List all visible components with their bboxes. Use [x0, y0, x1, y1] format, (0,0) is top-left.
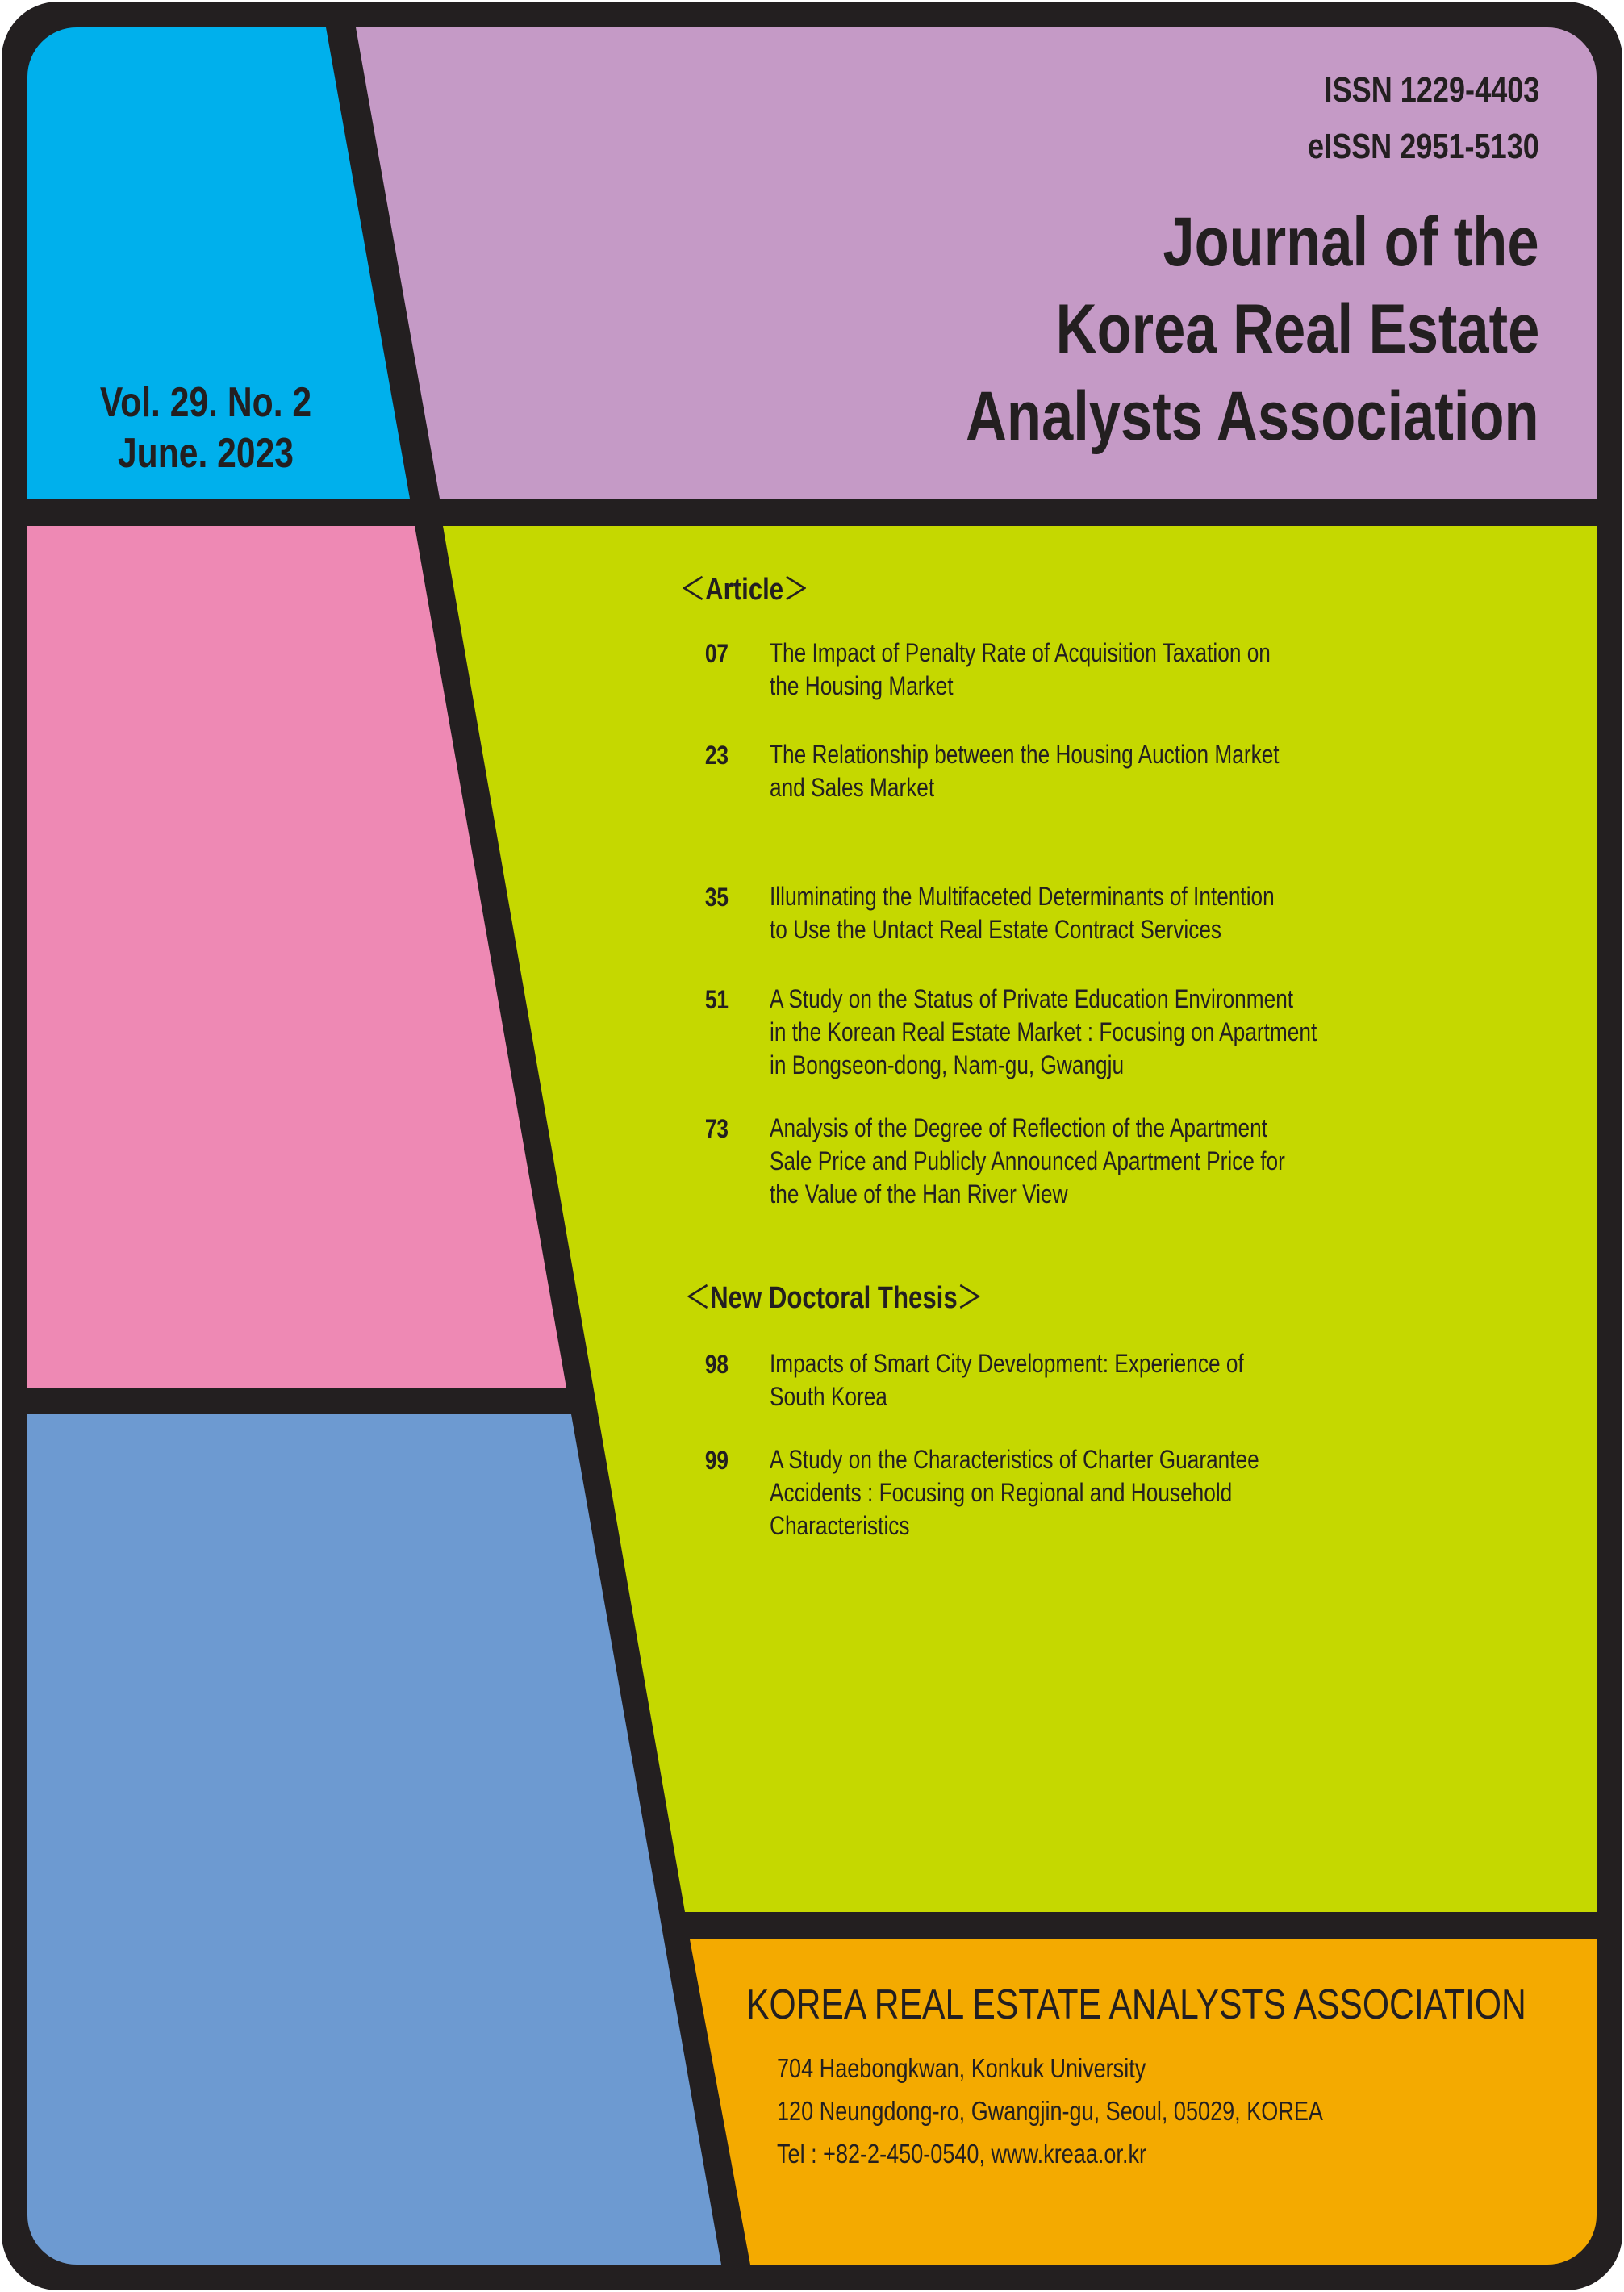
issue-date: June. 2023: [117, 430, 294, 477]
publisher-name: KOREA REAL ESTATE ANALYSTS ASSOCIATION: [746, 1981, 1526, 2028]
entry-title-line: A Study on the Characteristics of Charter Guarantee: [770, 1445, 1259, 1474]
entry-page-number: 23: [704, 741, 729, 770]
publisher-contact-line: Tel : +82-2-450-0540, www.kreaa.or.kr: [777, 2139, 1147, 2169]
journal-title-line-1: Journal of the: [1163, 203, 1539, 281]
journal-title-line-3: Analysts Association: [966, 378, 1539, 455]
entry-page-number: 07: [704, 639, 729, 668]
journal-title-line-2: Korea Real Estate: [1055, 290, 1539, 368]
entry-title-line: Analysis of the Degree of Reflection of the Apartment: [770, 1113, 1267, 1142]
thesis-section-heading: ＜New Doctoral Thesis＞: [685, 1281, 983, 1315]
entry-title-line: the Value of the Han River View: [770, 1179, 1068, 1209]
entry-title-line: and Sales Market: [770, 773, 935, 802]
entry-page-number: 98: [704, 1350, 729, 1379]
entry-title-line: A Study on the Status of Private Education Environment: [770, 984, 1294, 1013]
volume-number: Vol. 29. No. 2: [99, 379, 312, 426]
entry-title-line: Characteristics: [770, 1511, 910, 1540]
entry-title-line: Sale Price and Publicly Announced Apartment Price for: [770, 1146, 1285, 1175]
entry-title-line: to Use the Untact Real Estate Contract Services: [770, 915, 1222, 944]
entry-title-line: Accidents : Focusing on Regional and Household: [770, 1478, 1233, 1507]
entry-title-line: South Korea: [770, 1382, 887, 1411]
entry-title-line: Impacts of Smart City Development: Experience of: [770, 1349, 1244, 1378]
entry-title-line: the Housing Market: [770, 671, 954, 700]
entry-page-number: 51: [704, 985, 729, 1014]
publisher-address-line: 704 Haebongkwan, Konkuk University: [777, 2053, 1146, 2083]
publisher-address-line: 120 Neungdong-ro, Gwangjin-gu, Seoul, 05029, KOREA: [777, 2096, 1323, 2126]
eissn: eISSN 2951-5130: [1308, 127, 1539, 166]
entry-page-number: 73: [704, 1114, 729, 1143]
entry-title-line: in the Korean Real Estate Market : Focusing on Apartment: [770, 1017, 1317, 1046]
entry-page-number: 99: [704, 1446, 729, 1475]
entry-title-line: Illuminating the Multifaceted Determinants of Intention: [770, 882, 1275, 911]
issn: ISSN 1229-4403: [1324, 70, 1539, 110]
article-section-heading: ＜Article＞: [680, 573, 809, 607]
entry-title-line: in Bongseon-dong, Nam-gu, Gwangju: [770, 1050, 1125, 1079]
entry-page-number: 35: [704, 883, 729, 912]
entry-title-line: The Impact of Penalty Rate of Acquisition Taxation on: [770, 638, 1271, 667]
entry-title-line: The Relationship between the Housing Auction Market: [770, 740, 1280, 769]
